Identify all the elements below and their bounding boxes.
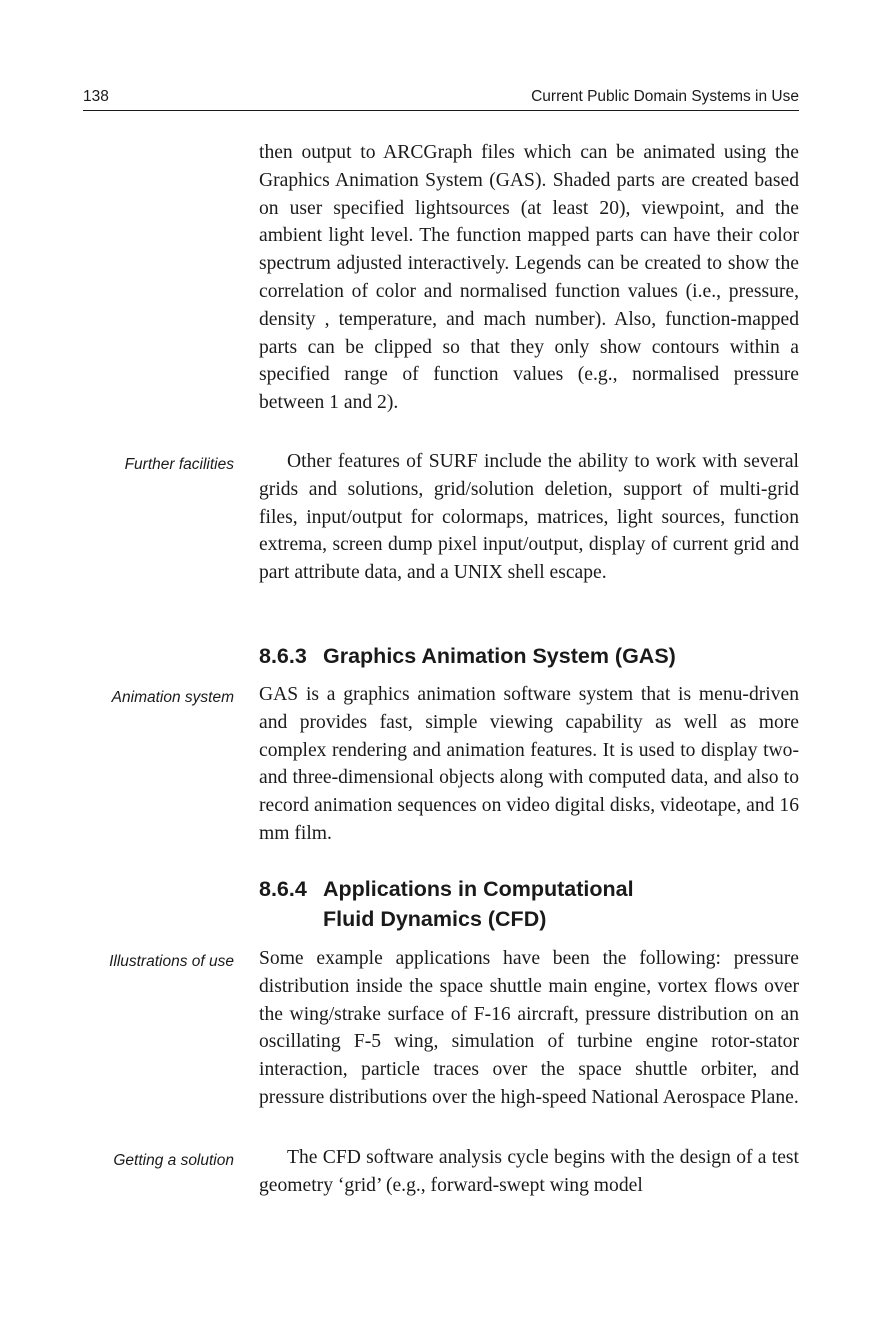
paragraph-text: Some example applications have been the following: pressure distribution inside the space shuttle main engine, vortex flows over the wing/strake surface of F-16 aircraft, pressure distribution on an oscillating F-5 wing, simulation of turbine engine rotor-stator interaction, particle traces over the space shuttle orbiter, and pressure distributions over the high-speed National Aerospace Plane. [259,948,799,1108]
body-paragraph-gas [259,681,799,848]
paragraph-text: The CFD software analysis cycle begins with the design of a test geometry ‘grid’ (e.g., forward-swept wing model [259,1147,799,1196]
section-number: 8.6.3 [259,644,307,668]
marginal-note-getting-a-solution: Getting a solution [113,1152,234,1169]
paragraph-text: then output to ARCGraph files which can be animated using the Graphics Animation System (GAS). Shaded parts are created based on user specified lightsources (at least 20), viewpoint, and the ambient light level. The function mapped parts can have their color spectrum adjusted interactively. Legends can be created to show the correlation of color and normalised function values (i.e., pressure, density , temperature, and mach number). Also, function-mapped parts can be clipped so that they only show contours within a specified range of function values (e.g., normalised pressure between 1 and 2). [259,142,799,414]
section-title-line-2: Fluid Dynamics (CFD) [323,907,547,931]
body-paragraph-further-facilities [259,448,799,587]
section-number: 8.6.4 [259,877,307,901]
body-paragraph-getting-a-solution [259,1144,799,1200]
section-heading-8-6-4 [259,874,799,934]
marginal-note-illustrations-of-use: Illustrations of use [109,953,234,970]
paragraph-text: GAS is a graphics animation software system that is menu-driven and provides fast, simple viewing capability as well as more complex rendering and animation features. It is used to display two- and three-dimensional objects along with computed data, and also to record animation sequences on video digital disks, videotape, and 16 mm film. [259,684,799,844]
body-paragraph-applications [259,945,799,1112]
running-head: Current Public Domain Systems in Use [531,88,799,105]
page-header [83,84,799,111]
marginal-note-further-facilities: Further facilities [124,456,234,473]
body-paragraph-continuation [259,139,799,417]
paragraph-text: Other features of SURF include the ability to work with several grids and solutions, grid/solution deletion, support of multi-grid files, input/output for colormaps, matrices, light sources, function extrema, screen dump pixel input/output, display of current grid and part attribute data, and a UNIX shell escape. [259,451,799,584]
section-heading-8-6-3 [259,641,799,671]
page-number: 138 [83,88,109,105]
section-title-line-1: Applications in Computational [323,877,634,901]
marginal-note-animation-system: Animation system [111,689,234,706]
section-title: Graphics Animation System (GAS) [323,644,676,668]
